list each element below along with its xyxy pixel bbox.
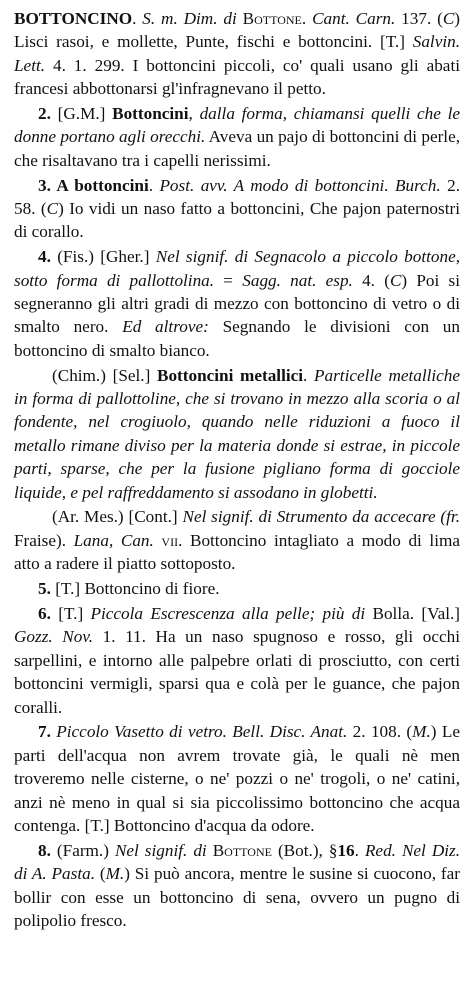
entry-text: Segnando le divisioni con un bottoncino di smalto bianco. <box>14 317 460 360</box>
entry-text: 2. 58. ( <box>14 175 460 219</box>
entry-text: = <box>214 270 243 290</box>
entry-italic-text: Nel signif. di Segnacolo a piccolo bottone, sotto forma di pallottolina. <box>14 247 460 290</box>
entry-text: ) Si può ancora, mentre le susine si cuocono, far bollir con esse un bottoncino di sena, ovvero un pugno di polipolio fresco. <box>14 864 460 930</box>
entry-italic-text: C <box>46 199 59 219</box>
entry-paragraph <box>14 577 460 600</box>
entry-text: . Bottoncino intagliato a modo di lima atto a radere il piatto sottoposto. <box>14 530 460 574</box>
entry-italic-text: Salvin. Lett. <box>14 32 460 75</box>
entry-smallcaps-text: vii <box>153 530 179 550</box>
entry-italic-text: Piccolo Vasetto di vetro. Bell. Disc. Anat. <box>56 722 348 742</box>
entry-text: B <box>236 9 255 28</box>
entry-text: 4. ( <box>352 270 390 290</box>
entry-text: B <box>206 840 225 860</box>
entry-text: . <box>301 9 313 28</box>
entry-smallcaps-text: ottone <box>254 9 302 28</box>
entry-text: Aveva un pajo di bottoncini di perle, che risaltavano tra i capelli nerissimi. <box>14 127 460 170</box>
entry-bold-text: BOTTONCINO <box>14 9 133 28</box>
entry-text: Bolla. [Val.] <box>365 603 460 623</box>
entry-text: (Bot.), § <box>271 840 338 860</box>
entry-italic-text: di <box>223 9 237 28</box>
entry-paragraph <box>14 102 460 172</box>
entry-bold-text: 5. <box>38 579 56 599</box>
entry-text: (Farm.) <box>56 840 115 860</box>
entry-italic-text: C <box>442 9 455 28</box>
entry-text: (Chim.) [Sel.] <box>52 365 157 385</box>
entry-paragraph <box>14 245 460 362</box>
entry-smallcaps-text: ottone <box>224 840 272 860</box>
entry-text: , <box>188 104 200 124</box>
entry-paragraph <box>14 839 460 933</box>
entry-paragraph <box>14 505 460 575</box>
entry-paragraph <box>14 720 460 837</box>
entry-text: 1. 11. Ha un naso spugnoso e rosso, gli occhi sarpellini, e intorno alle palpebre orlati di prosciutto, con certi bottoncini vermigli, sparsi qua e colà per le guance, che pajon coralli. <box>14 627 460 717</box>
entry-bold-text: 8. <box>38 840 57 860</box>
entry-bold-text: 3. <box>38 175 57 195</box>
entry-italic-text: Nel signif. di Strumento da accecare (fr. <box>182 507 460 527</box>
entry-text: . <box>132 9 143 28</box>
entry-text: [T.] <box>58 603 91 623</box>
entry-text: 137. ( <box>395 9 443 28</box>
entry-text: (Fis.) [Gher.] <box>57 247 156 267</box>
entry-italic-text: Nel signif. di <box>114 840 207 860</box>
entry-text: 2. 108. ( <box>347 722 413 742</box>
entry-text: ) Le parti dell'acqua non avrem trovate già, le quali nè men troveremo nelle cisterne, o ne' pozzi o ne' trogoli, o ne' catini, anzi nè meno in qual si sia piccolissimo bottoncino che acqua contenga. [T.] Bottoncino d'acqua da odore. <box>14 722 460 835</box>
entry-text: . <box>354 840 365 860</box>
entry-text: (Ar. Mes.) [Cont.] <box>52 507 183 527</box>
dictionary-entry <box>14 7 460 932</box>
entry-italic-text: Ed altrove: <box>122 317 209 337</box>
entry-text: ) Poi si segneranno gli altri gradi di mezzo con bottoncino di vetro o di smalto nero. <box>14 270 461 337</box>
entry-italic-text: M. <box>412 722 431 742</box>
entry-italic-text: Piccola Escrescenza alla pelle; più di <box>90 603 366 623</box>
entry-paragraph <box>14 7 460 101</box>
entry-italic-text: Cant. Carn. <box>312 9 396 28</box>
entry-bold-text: A bottoncini <box>56 175 149 195</box>
entry-text: ) Io vidi un naso fatto a bottoncini, Che pajon paternostri di corallo. <box>14 199 460 242</box>
entry-bold-text: 4. <box>38 247 58 267</box>
entry-text: [T.] Bottoncino di fiore. <box>55 579 220 599</box>
entry-italic-text: Post. avv. A modo di bottoncini. Burch. <box>159 175 441 195</box>
entry-text: Fraise). <box>14 530 74 550</box>
entry-bold-text: 16 <box>337 840 355 860</box>
entry-bold-text: 7. <box>38 722 57 742</box>
entry-paragraph <box>14 364 460 504</box>
entry-paragraph <box>14 174 460 244</box>
entry-italic-text: Particelle metalliche in forma di pallottoline, che si trovano in mezzo alla scoria o al fondente, nel crogiuolo, quando nelle riduzioni a fuoco il metallo rimane diviso per la materia donde si estrae, in piccole parti, sparse, che per la fusione pigliano forma di gocciole liquide, e pel raffreddamento si assodano in globetti. <box>14 365 461 502</box>
entry-text: ) Lisci rasoi, e mollette, Punte, fischi e bottoncini. [T.] <box>14 9 461 52</box>
entry-bold-text: 6. <box>38 603 59 623</box>
entry-italic-text: Red. Nel Diz. di A. Pasta. <box>14 840 461 884</box>
entry-italic-text: Gozz. Nov. <box>14 627 93 647</box>
entry-italic-text: Sagg. nat. esp. <box>242 270 353 290</box>
entry-text: . <box>148 175 160 195</box>
entry-bold-text: Bottoncini metallici <box>156 365 304 385</box>
entry-italic-text: dalla forma, chiamansi quelli che le donne portano agli orecchi. <box>14 104 461 147</box>
entry-text: 4. 1. 299. I bottoncini piccoli, co' quali usano gli abati francesi abbottonarsi gl'infragnevano il petto. <box>14 55 460 99</box>
entry-text: [G.M.] <box>57 104 113 124</box>
entry-bold-text: Bottoncini <box>112 104 189 124</box>
entry-italic-text: M. <box>105 864 125 884</box>
entry-text: ( <box>95 864 106 884</box>
entry-bold-text: 2. <box>38 104 58 124</box>
entry-text: . <box>303 365 315 385</box>
entry-italic-text: Lana, Can. <box>73 530 154 550</box>
entry-italic-text: C <box>389 270 402 290</box>
entry-italic-text: S. m. Dim. <box>142 9 218 28</box>
entry-paragraph <box>14 602 460 719</box>
